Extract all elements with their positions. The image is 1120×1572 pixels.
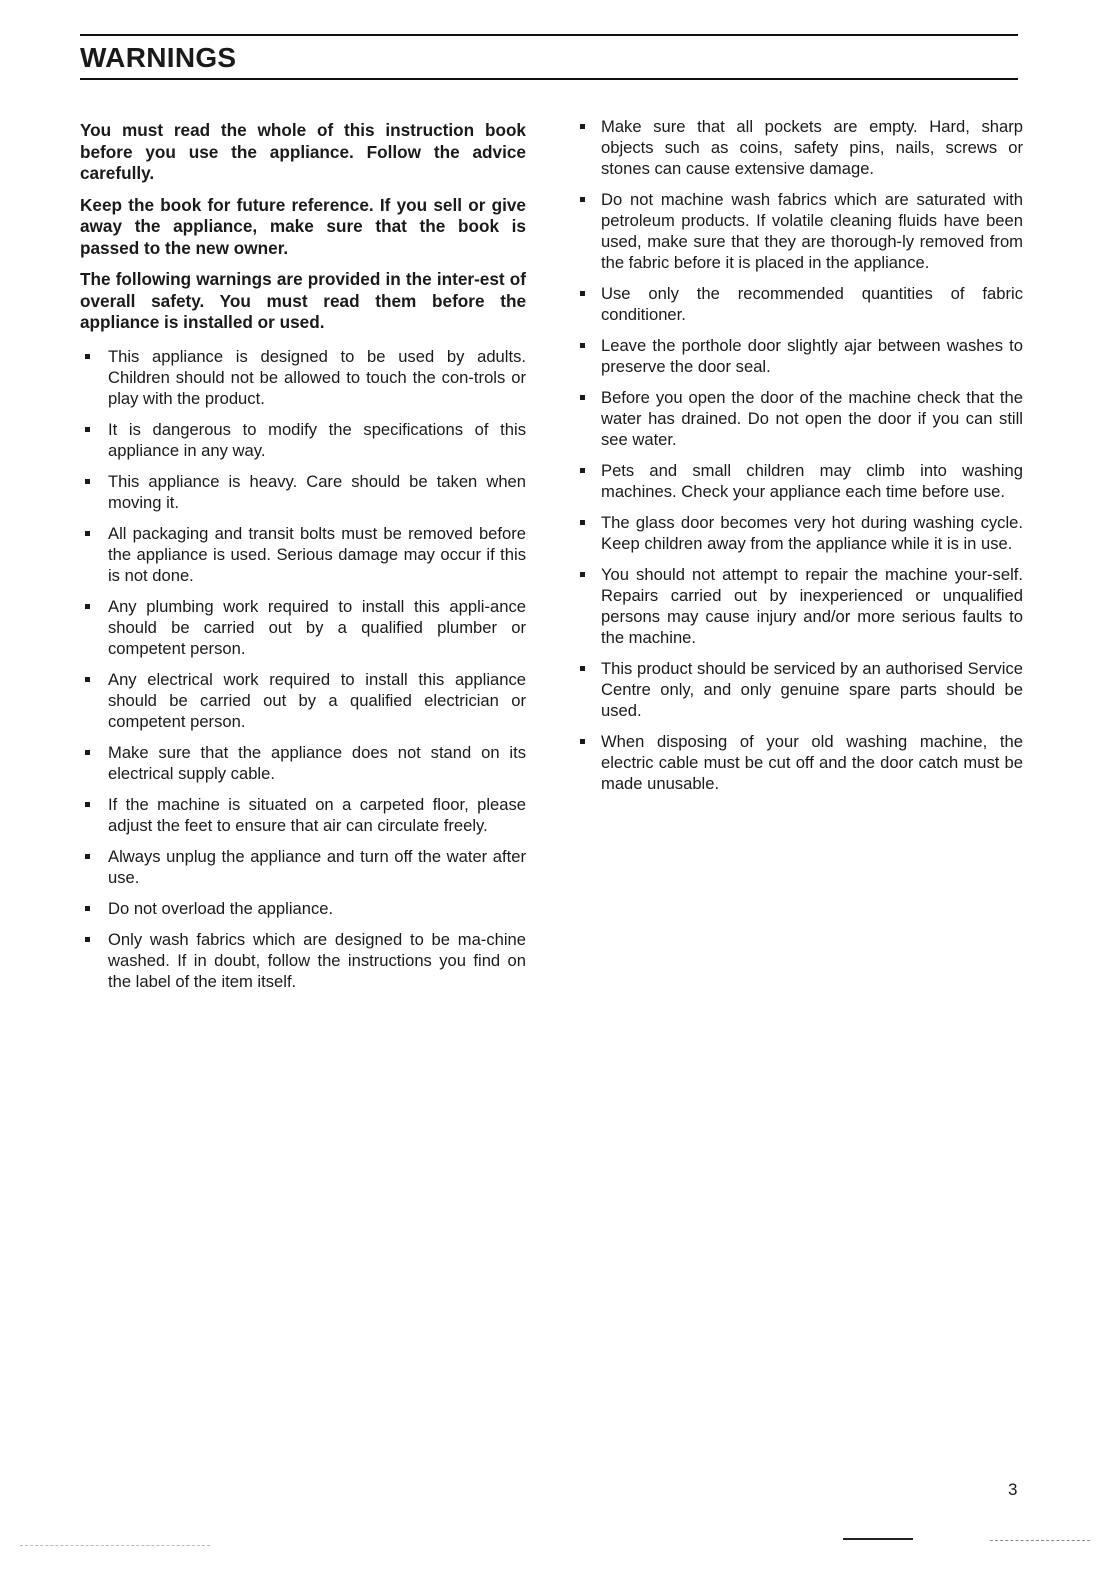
- warning-item: [80, 669, 526, 732]
- right-warning-list: [575, 116, 1023, 794]
- warning-item: [80, 419, 526, 461]
- warning-text: This appliance is designed to be used by adults. Children should not be allowed to touch the con-trols or play with the product.: [108, 346, 526, 408]
- warning-item: [80, 596, 526, 659]
- square-bullet-icon: [580, 572, 585, 577]
- warning-item: [80, 846, 526, 888]
- square-bullet-icon: [85, 750, 90, 755]
- square-bullet-icon: [85, 531, 90, 536]
- right-column: [575, 116, 1023, 804]
- warning-text: This product should be serviced by an authorised Service Centre only, and only genuine spare parts should be used.: [601, 659, 1023, 720]
- warning-item: [575, 387, 1023, 450]
- warning-item: [80, 346, 526, 409]
- warning-item: [80, 523, 526, 586]
- warning-item: [80, 471, 526, 513]
- warning-text: When disposing of your old washing machine, the electric cable must be cut off and the door catch must be made unusable.: [601, 732, 1023, 793]
- warning-item: [80, 898, 526, 919]
- warning-text: Any plumbing work required to install this appli-ance should be carried out by a qualified plumber or competent person.: [108, 596, 526, 658]
- warning-text: Make sure that the appliance does not stand on its electrical supply cable.: [108, 742, 526, 783]
- intro-paragraph: The following warnings are provided in the inter-est of overall safety. You must read them before the appliance is installed or used.: [80, 269, 526, 332]
- warning-text: You should not attempt to repair the machine your-self. Repairs carried out by inexperienced or unqualified persons may cause injury and/or more serious faults to the machine.: [601, 565, 1023, 647]
- warning-text: Use only the recommended quantities of fabric conditioner.: [601, 284, 1023, 324]
- warning-item: [575, 564, 1023, 648]
- warning-item: [575, 335, 1023, 377]
- warning-text: If the machine is situated on a carpeted floor, please adjust the feet to ensure that air can circulate freely.: [108, 794, 526, 835]
- warning-item: [575, 116, 1023, 179]
- warning-text: Before you open the door of the machine check that the water has drained. Do not open the door if you can still see water.: [601, 388, 1023, 449]
- square-bullet-icon: [580, 291, 585, 296]
- square-bullet-icon: [85, 906, 90, 911]
- warning-text: Do not machine wash fabrics which are saturated with petroleum products. If volatile cleaning fluids have been used, make sure that they are thorough-ly removed from the fabric before it is placed in the appliance.: [601, 190, 1023, 272]
- warning-item: [80, 929, 526, 992]
- warning-text: It is dangerous to modify the specifications of this appliance in any way.: [108, 419, 526, 460]
- square-bullet-icon: [85, 677, 90, 682]
- square-bullet-icon: [580, 395, 585, 400]
- square-bullet-icon: [580, 124, 585, 129]
- intro-paragraph: Keep the book for future reference. If you sell or give away the appliance, make sure that the book is passed to the new owner.: [80, 194, 526, 258]
- square-bullet-icon: [85, 854, 90, 859]
- square-bullet-icon: [85, 937, 90, 942]
- left-warning-list: [80, 346, 526, 992]
- header-bottom-rule: [80, 78, 1018, 80]
- warning-text: Leave the porthole door slightly ajar between washes to preserve the door seal.: [601, 336, 1023, 376]
- square-bullet-icon: [580, 343, 585, 348]
- warning-item: [575, 512, 1023, 554]
- header-top-rule: [80, 34, 1018, 36]
- warning-text: All packaging and transit bolts must be removed before the appliance is used. Serious damage may occur if this is not done.: [108, 523, 526, 585]
- warning-item: [80, 742, 526, 784]
- page-title: WARNINGS: [80, 42, 237, 73]
- warning-text: Any electrical work required to install this appliance should be carried out by a qualified electrician or competent person.: [108, 669, 526, 731]
- square-bullet-icon: [580, 666, 585, 671]
- warning-text: The glass door becomes very hot during washing cycle. Keep children away from the appliance while it is in use.: [601, 513, 1023, 553]
- warning-item: [575, 731, 1023, 794]
- warning-item: [575, 283, 1023, 325]
- square-bullet-icon: [580, 197, 585, 202]
- warning-text: Only wash fabrics which are designed to be ma-chine washed. If in doubt, follow the instructions you find on the label of the item itself.: [108, 929, 526, 991]
- page-number: 3: [1008, 1480, 1018, 1499]
- square-bullet-icon: [85, 604, 90, 609]
- intro-paragraph: You must read the whole of this instruction book before you use the appliance. Follow the advice carefully.: [80, 120, 526, 183]
- warning-item: [575, 189, 1023, 273]
- square-bullet-icon: [580, 468, 585, 473]
- warning-text: Do not overload the appliance.: [108, 898, 334, 918]
- scan-artifact-line: [990, 1540, 1090, 1541]
- warning-text: This appliance is heavy. Care should be taken when moving it.: [108, 471, 526, 512]
- warning-text: Make sure that all pockets are empty. Hard, sharp objects such as coins, safety pins, nails, screws or stones can cause extensive damage.: [601, 117, 1023, 178]
- square-bullet-icon: [85, 479, 90, 484]
- square-bullet-icon: [580, 520, 585, 525]
- scan-artifact-line: [20, 1545, 210, 1546]
- square-bullet-icon: [85, 427, 90, 432]
- warning-item: [80, 794, 526, 836]
- square-bullet-icon: [85, 802, 90, 807]
- warning-item: [575, 658, 1023, 721]
- warning-item: [575, 460, 1023, 502]
- warning-text: Always unplug the appliance and turn off the water after use.: [108, 846, 526, 887]
- square-bullet-icon: [580, 739, 585, 744]
- left-column: [80, 120, 526, 1002]
- footer-rule: [843, 1538, 913, 1540]
- warning-text: Pets and small children may climb into washing machines. Check your appliance each time before use.: [601, 461, 1023, 501]
- square-bullet-icon: [85, 354, 90, 359]
